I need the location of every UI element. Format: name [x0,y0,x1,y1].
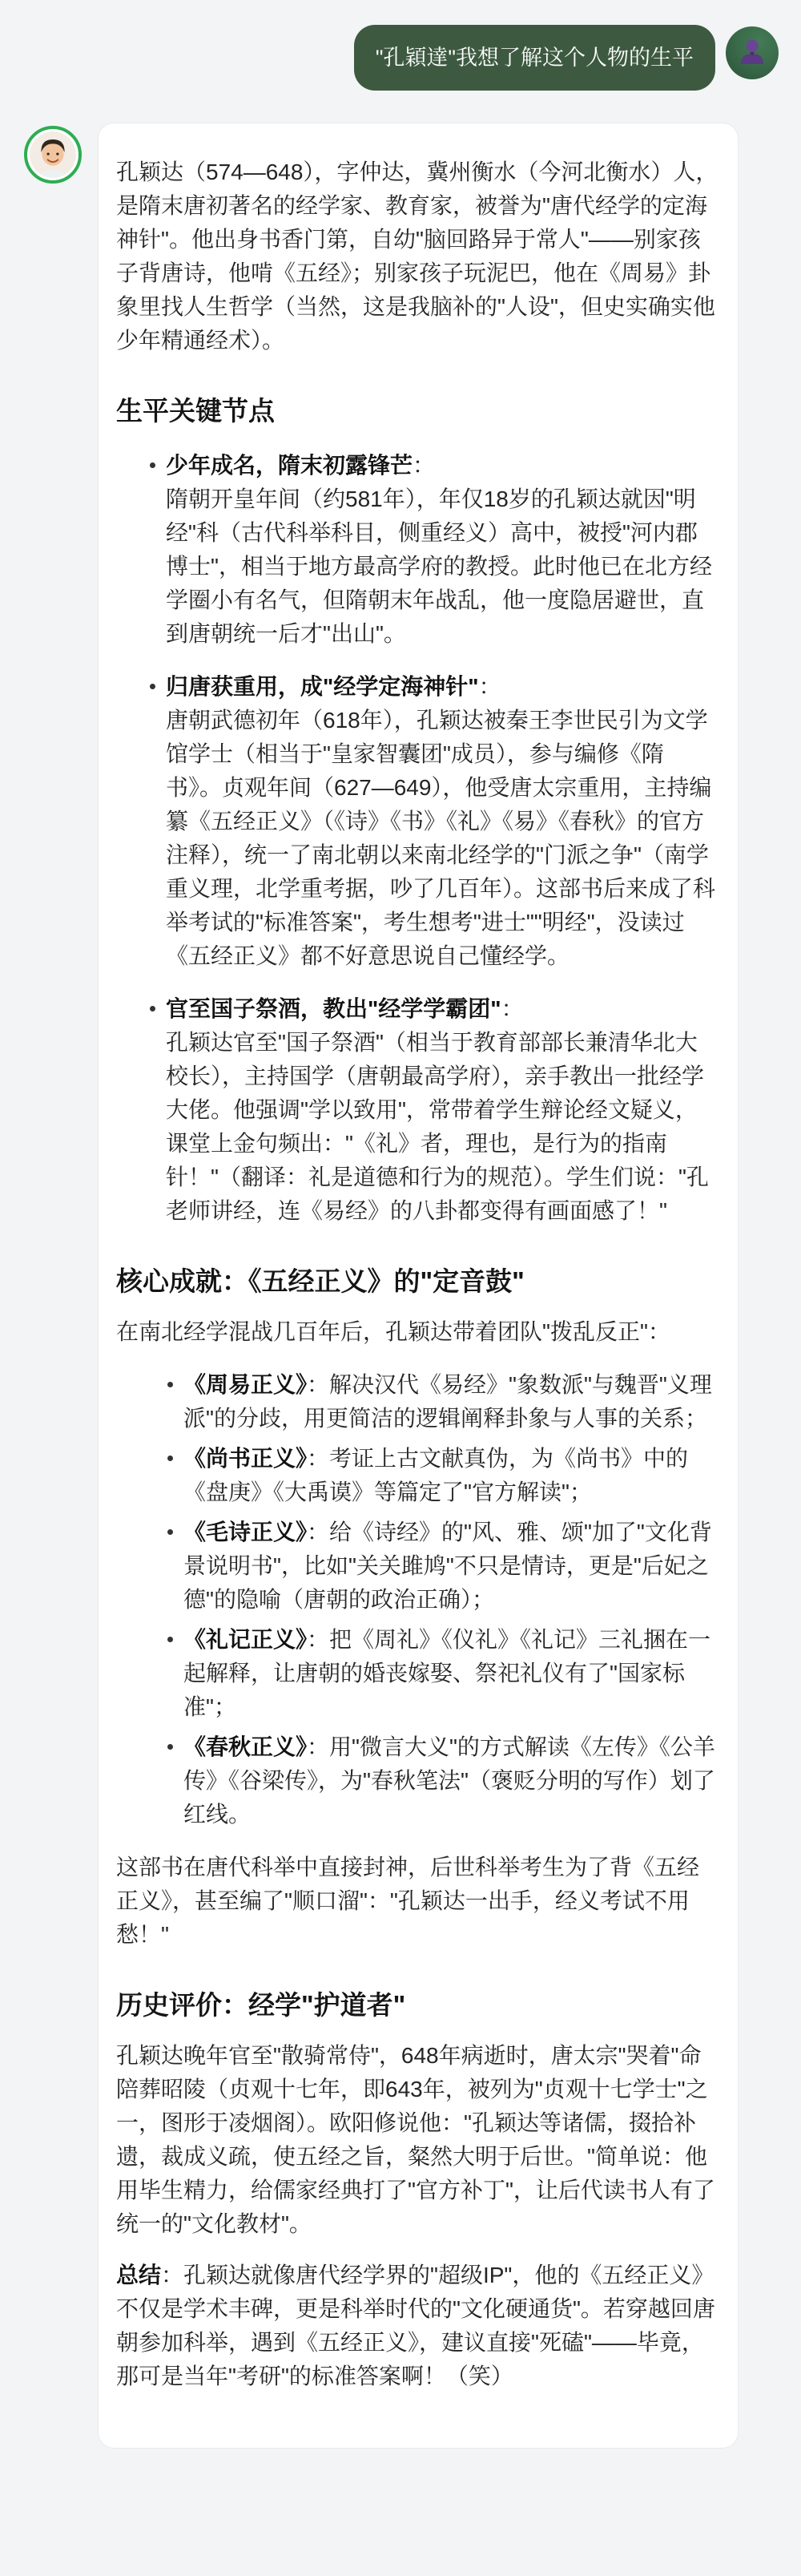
assistant-message-row [0,123,801,2449]
assistant-avatar[interactable] [24,126,82,184]
timeline-item-title-text: 归唐获重用，成"经学定海神针" [166,673,479,699]
timeline-item [148,992,718,1228]
work-item [166,1516,718,1617]
timeline-item-body: 孔颖达官至"国子祭酒"（相当于教育部部长兼清华北大校长），主持国学（唐朝最高学府），亲手教出一批经学大佬。他强调"学以致用"，常带着学生辩论经文疑义，课堂上金句频出："《礼》者，理也，是行为的指南针！"（翻译：礼是道德和行为的规范）。学生们说："孔老师讲经，连《易经》的八卦都变得有画面感了！" [166,1029,709,1223]
timeline-item-title-text: 少年成名，隋末初露锋芒 [166,452,413,478]
work-item-title: 《春秋正义》 [183,1734,308,1759]
summary-paragraph [116,2259,718,2393]
assistant-message-card [98,123,739,2449]
work-item-colon: ： [307,1734,330,1759]
face-photo-icon [30,131,76,178]
work-item-title: 《周易正义》 [183,1371,308,1397]
intro-paragraph: 孔颖达（574—648），字仲达，冀州衡水（今河北衡水）人，是隋末唐初著名的经学家、教育家，被誉为"唐代经学的定海神针"。他出身书香门第，自幼"脑回路异于常人"——别家孩子背唐诗，他啃《五经》；别家孩子玩泥巴，他在《周易》卦象里找人生哲学（当然，这是我脑补的"人设"，但史实确实他少年精通经术）。 [116,159,718,353]
timeline-item-body: 唐朝武德初年（618年），孔颖达被秦王李世民引为文学馆学士（相当于"皇家智囊团"成员），参与编修《隋书》。贞观年间（627—649），他受唐太宗重用，主持编纂《五经正义》（《诗》《书》《礼》《易》《春秋》的官方注释），统一了南北朝以来南北经学的"门派之争"（南学重义理，北学重考据，吵了几百年）。这部书后来成了科举考试的"标准答案"，考生想考"进士""明经"，没读过《五经正义》都不好意思说自己懂经学。 [166,707,716,968]
work-item-colon: ： [307,1445,330,1471]
user-message-bubble: "孔穎達"我想了解这个人物的生平 [354,25,715,91]
work-item-desc: 考证上古文献真伪，为《尚书》中的《盘庚》《大禹谟》等篇定了"官方解读"； [183,1445,689,1504]
timeline-item-title [166,992,718,1026]
work-item-colon: ： [307,1371,330,1397]
work-item [166,1442,718,1509]
summary-text: ：孔颖达就像唐代经学界的"超级IP"，他的《五经正义》不仅是学术丰碑，更是科举时代的"文化硬通货"。若穿越回唐朝参加科举，遇到《五经正义》，建议直接"死磕"——毕竟，那可是当年"考研"的标准答案啊！（笑） [116,2263,715,2389]
timeline-item-body: 隋朝开皇年间（约581年），年仅18岁的孔颖达就因"明经"科（古代科举科目，侧重经义）高中，被授"河内郡博士"，相当于地方最高学府的教授。此时他已在北方经学圈小有名气，但隋朝末年战乱，他一度隐居避世，直到唐朝统一后才"出山"。 [166,486,712,646]
work-item [166,1623,718,1724]
timeline-item-colon: ： [478,673,501,699]
timeline-item [148,670,718,973]
work-item [166,1730,718,1831]
work-item-colon: ： [307,1626,330,1652]
timeline-item-colon: ： [413,452,436,478]
timeline-list [116,449,718,1228]
work-item-title: 《尚书正义》 [183,1445,308,1471]
keju-paragraph: 这部书在唐代科举中直接封神，后世科举考生为了背《五经正义》，甚至编了"顺口溜"："孔颖达一出手，经义考试不用愁！" [116,1854,700,1947]
section-heading-biography: 生平关键节点 [116,396,275,426]
works-list [116,1368,718,1831]
timeline-item-title [166,670,718,704]
work-item-desc: 解决汉代《易经》"象数派"与魏晋"义理派"的分歧，用更简洁的逻辑阐释卦象与人事的关系； [183,1371,712,1431]
timeline-item-title-text: 官至国子祭酒，教出"经学学霸团" [166,995,501,1021]
work-item [166,1368,718,1435]
user-avatar[interactable] [726,26,779,79]
work-item-desc: 给《诗经》的"风、雅、颂"加了"文化背景说明书"，比如"关关雎鸠"不只是情诗，更是"后妃之德"的隐喻（唐朝的政治正确）； [183,1519,712,1612]
timeline-item-colon: ： [501,995,524,1021]
work-item-desc: 把《周礼》《仪礼》《礼记》三礼捆在一起解释，让唐朝的婚丧嫁娶、祭祀礼仪有了"国家标准"； [183,1626,711,1719]
evaluation-paragraph: 孔颖达晚年官至"散骑常侍"，648年病逝时，唐太宗"哭着"命陪葬昭陵（贞观十七年，即643年，被列为"贞观十七学士"之一，图形于凌烟阁）。欧阳修说他："孔颖达等诸儒，掇拾补遗，裁成义疏，使五经之旨，粲然大明于后世。"简单说：他用毕生精力，给儒家经典打了"官方补丁"，让后代读书人有了统一的"文化教材"。 [116,2043,715,2237]
work-item-title: 《礼记正义》 [183,1626,308,1652]
achievement-lead-paragraph: 在南北经学混战几百年后，孔颖达带着团队"拨乱反正"： [116,1318,670,1344]
timeline-item-title [166,449,718,482]
person-icon [736,35,768,71]
summary-label: 总结 [116,2263,162,2288]
user-message-row [0,0,801,91]
section-heading-evaluation: 历史评价：经学"护道者" [116,1989,406,2020]
work-item-desc: 用"微言大义"的方式解读《左传》《公羊传》《谷梁传》，为"春秋笔法"（褒贬分明的写作）划了红线。 [183,1734,715,1827]
timeline-item [148,449,718,651]
work-item-colon: ： [307,1519,330,1544]
work-item-title: 《毛诗正义》 [183,1519,308,1544]
section-heading-achievement: 核心成就：《五经正义》的"定音鼓" [116,1266,525,1296]
